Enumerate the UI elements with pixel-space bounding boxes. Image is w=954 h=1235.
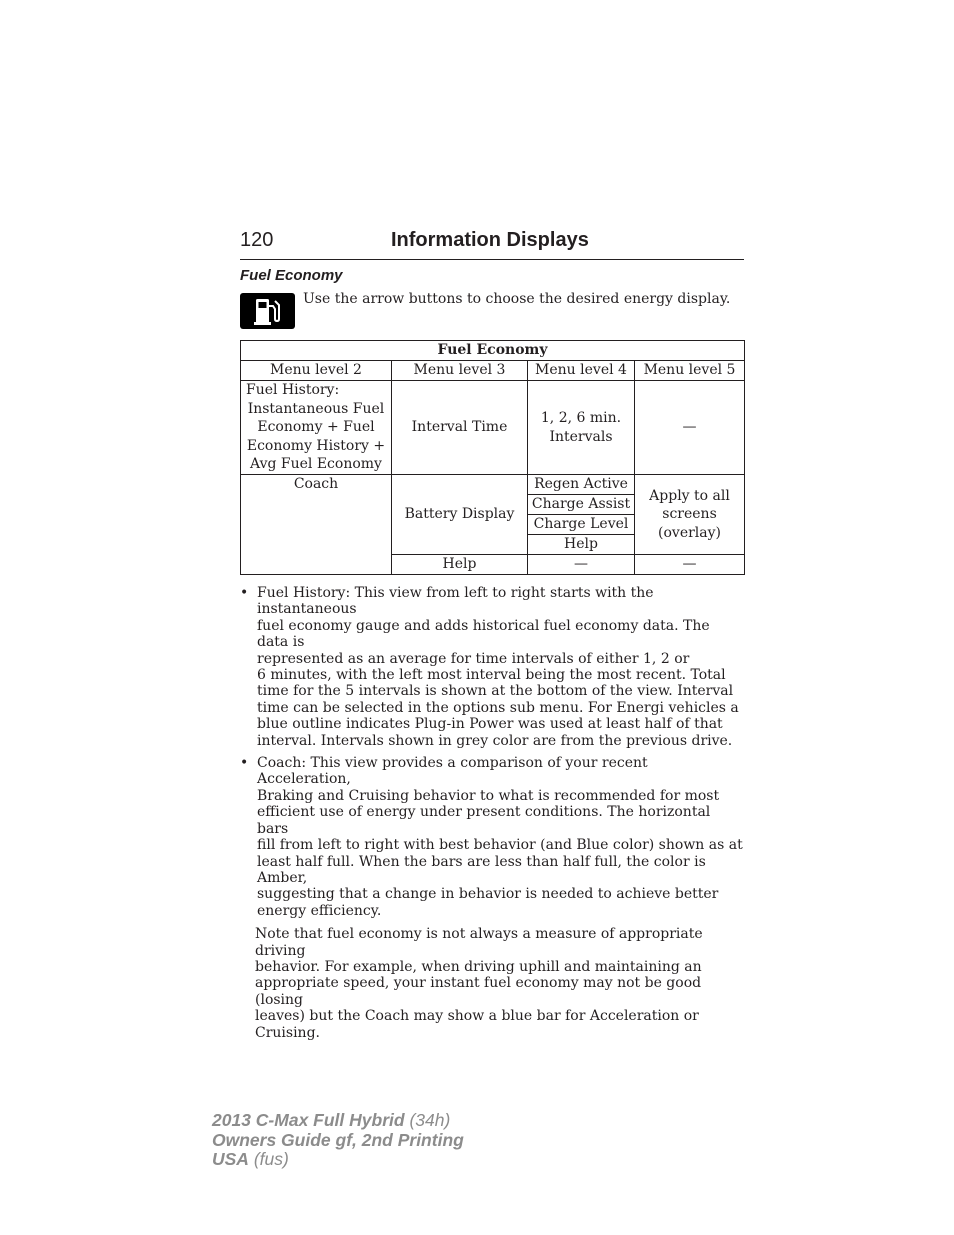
header-menu-level-2: Menu level 2 [241, 361, 392, 381]
text-line: represented as an average for time intervals of either 1, 2 or [257, 650, 690, 667]
note-paragraph [240, 926, 745, 1041]
header-menu-level-3: Menu level 3 [392, 361, 528, 381]
interval-time-cell: Interval Time [392, 381, 528, 475]
text-line: appropriate speed, your instant fuel economy may not be good (losing [255, 975, 702, 1008]
fuel-pump-icon [240, 293, 295, 329]
text-line: least half full. When the bars are less than half full, the color is Amber, [257, 853, 706, 886]
page-number: 120 [240, 229, 274, 251]
footer-line [212, 1131, 464, 1151]
text-line: behavior. For example, when driving uphill and maintaining an [255, 958, 702, 975]
text-line: Coach: This view provides a comparison of your recent Acceleration, [257, 755, 648, 788]
bullet-dot: • [240, 585, 249, 601]
footer-line [212, 1111, 464, 1131]
battery-display-cell: Battery Display [392, 475, 528, 555]
header-menu-level-4: Menu level 4 [528, 361, 635, 381]
fuel-history-line: Instantaneous Fuel [247, 400, 385, 417]
footer-model: 2013 C-Max Full Hybrid [212, 1110, 405, 1130]
bullet-dot: • [240, 755, 249, 772]
bullet-coach [240, 755, 745, 919]
text-line: 6 minutes, with the left most interval being the most recent. Total [257, 667, 726, 684]
text-line: efficient use of energy under present conditions. The horizontal bars [257, 804, 711, 837]
fuel-history-line: Fuel History: [246, 382, 340, 399]
intervals-cell [528, 381, 635, 475]
section-title: Fuel Economy [240, 267, 343, 284]
charge-level-cell: Charge Level [528, 515, 635, 535]
intervals-line: Intervals [549, 428, 613, 445]
text-line: Braking and Cruising behavior to what is recommended for most [257, 787, 720, 804]
header-menu-level-5: Menu level 5 [635, 361, 745, 381]
text-line: blue outline indicates Plug-in Power was used at least half of that [257, 716, 723, 733]
text-line: Cruising. [255, 1024, 320, 1041]
table-title: Fuel Economy [241, 341, 745, 361]
text-line: fill from left to right with best behavior (and Blue color) shown as at [257, 837, 743, 854]
footer-model-code: (34h) [409, 1110, 451, 1130]
charge-assist-cell: Charge Assist [528, 495, 635, 515]
help-row-level3-cell: Help [392, 555, 528, 575]
coach-cell: Coach [241, 475, 392, 575]
page-footer [212, 1111, 464, 1170]
fuel-history-line: Avg Fuel Economy [250, 456, 382, 473]
fuel-history-line: Economy History + [246, 437, 386, 454]
text-line: energy efficiency. [257, 902, 382, 919]
fuel-history-level5-cell: — [635, 381, 745, 475]
fuel-history-cell [241, 381, 392, 475]
help-row-level4-cell: — [528, 555, 635, 575]
apply-to-all-cell [635, 475, 745, 555]
chapter-title: Information Displays [391, 229, 589, 251]
regen-active-cell: Regen Active [528, 475, 635, 495]
apply-line: (overlay) [658, 524, 722, 541]
footer-market-code: (fus) [253, 1149, 289, 1169]
text-line: interval. Intervals shown in grey color are from the previous drive. [257, 732, 733, 749]
text-line: fuel economy gauge and adds historical fuel economy data. The data is [257, 617, 710, 651]
apply-line: Apply to all [649, 487, 730, 504]
text-line: time can be selected in the options sub menu. For Energi vehicles a [257, 699, 739, 716]
help-level4-cell: Help [528, 535, 635, 555]
text-line: Note that fuel economy is not always a measure of appropriate driving [255, 926, 703, 959]
text-line: suggesting that a change in behavior is needed to achieve better [257, 886, 719, 903]
help-row-level5-cell: — [635, 555, 745, 575]
text-line: time for the 5 intervals is shown at the bottom of the view. Interval [257, 683, 734, 700]
intervals-line: 1, 2, 6 min. [540, 410, 622, 426]
text-line: Fuel History: This view from left to right starts with the instantaneous [257, 585, 654, 618]
bullet-fuel-history [240, 585, 745, 749]
fuel-history-line: Economy + Fuel [257, 419, 375, 436]
footer-market: USA [212, 1149, 249, 1169]
footer-guide: Owners Guide gf, 2nd Printing [212, 1129, 464, 1150]
footer-line [212, 1150, 464, 1170]
page-header [240, 229, 744, 260]
body-text [240, 585, 745, 1041]
apply-line: screens [662, 506, 717, 523]
text-line: leaves) but the Coach may show a blue bar for Acceleration or [255, 1008, 699, 1025]
intro-text: Use the arrow buttons to choose the desired energy display. [303, 291, 731, 307]
fuel-economy-table [240, 340, 745, 575]
